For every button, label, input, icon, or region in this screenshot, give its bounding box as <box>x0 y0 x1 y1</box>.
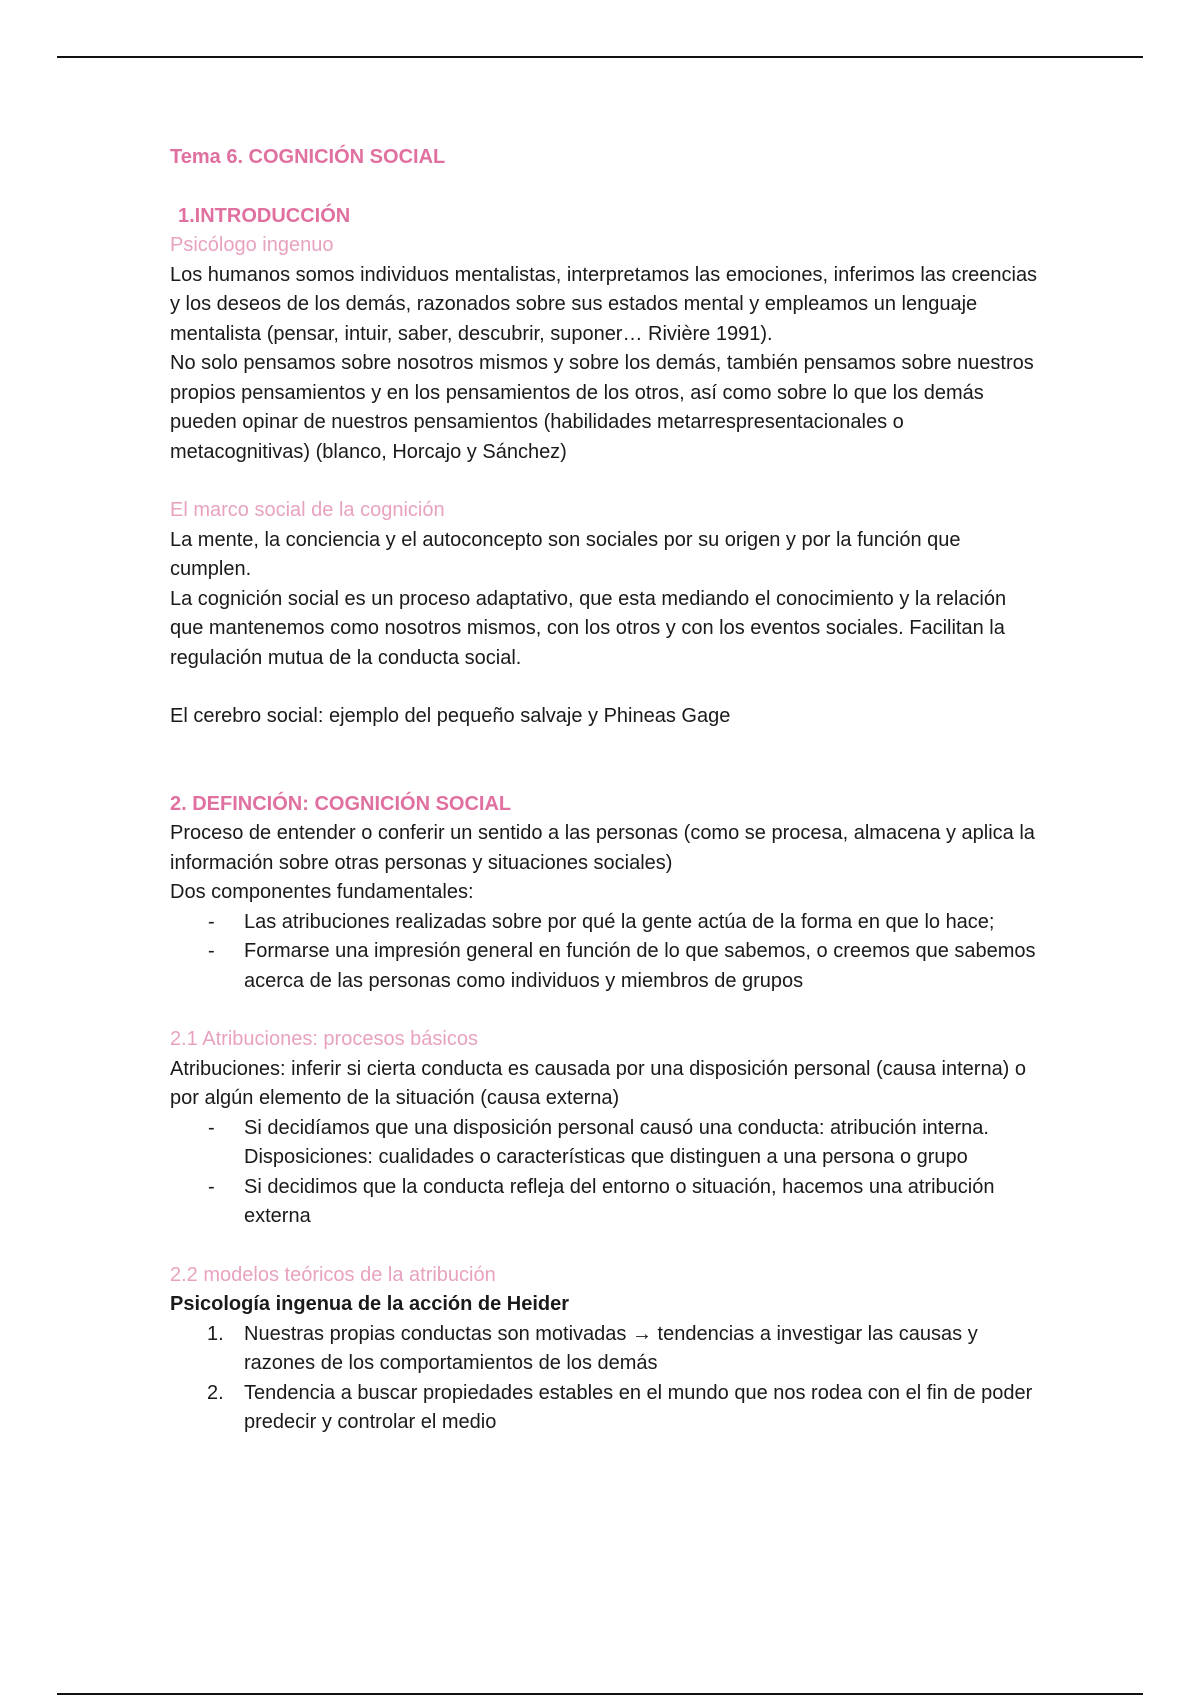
list-number: 2. <box>207 1381 224 1404</box>
section-1-heading: 1.INTRODUCCIÓN <box>178 204 351 227</box>
paragraph: Atribuciones: inferir si cierta conducta es causada por una disposición personal (causa interna) o por algún elemento de la situación (causa externa) <box>170 1057 1027 1109</box>
list-item-text: Formarse una impresión general en función de lo que sabemos, o creemos que sabemos acerca de las personas como individuos y miembros de grupos <box>244 940 1036 992</box>
list-item <box>170 1114 1040 1173</box>
components-list <box>170 908 1040 997</box>
subheading-marco-social: El marco social de la cognición <box>170 499 445 521</box>
subheading-psicologo-ingenuo: Psicólogo ingenuo <box>170 234 334 256</box>
list-item-text: Si decidíamos que una disposición personal causó una conducta: atribución interna. Disposiciones: cualidades o características que distinguen a una persona o grupo <box>244 1116 989 1168</box>
list-item <box>170 908 1040 938</box>
document-title: Tema 6. COGNICIÓN SOCIAL <box>170 146 446 168</box>
heider-numbered-list <box>170 1320 1040 1438</box>
list-item <box>170 1320 1040 1379</box>
paragraph: El cerebro social: ejemplo del pequeño salvaje y Phineas Gage <box>170 705 731 727</box>
list-item-text: Las atribuciones realizadas sobre por qué la gente actúa de la forma en que lo hace; <box>244 910 995 933</box>
subheading-modelos-teoricos: 2.2 modelos teóricos de la atribución <box>170 1263 496 1286</box>
section-2-heading: 2. DEFINCIÓN: COGNICIÓN SOCIAL <box>170 792 512 815</box>
top-rule <box>57 56 1143 58</box>
list-bullet: - <box>208 910 215 933</box>
paragraph: No solo pensamos sobre nosotros mismos y sobre los demás, también pensamos sobre nuestros propios pensamientos y en los pensamientos de los otros, así como sobre lo que los demás pueden opinar de nuestros pensamientos (habilidades metarrespresentacionales o metacognitivas) (blanco, Horcajo y Sánchez) <box>170 352 1034 463</box>
list-item-text: Nuestras propias conductas son motivadas → tendencias a investigar las causas y razones de los comportamientos de los demás <box>244 1322 978 1374</box>
list-item-text: Si decidimos que la conducta refleja del entorno o situación, hacemos una atribución externa <box>244 1175 995 1227</box>
attributions-list <box>170 1114 1040 1232</box>
paragraph: Proceso de entender o conferir un sentido a las personas (como se procesa, almacena y aplica la información sobre otras personas y situaciones sociales) <box>170 822 1035 874</box>
list-bullet: - <box>208 1116 215 1139</box>
bold-heading-heider: Psicología ingenua de la acción de Heider <box>170 1293 570 1315</box>
list-bullet: - <box>208 940 215 962</box>
list-item <box>170 937 1040 996</box>
paragraph: Los humanos somos individuos mentalistas, interpretamos las emociones, inferimos las creencias y los deseos de los demás, razonados sobre sus estados mental y empleamos un lenguaje mentalista (pensar, intuir, saber, descubrir, suponer… Rivière 1991). <box>170 263 1038 345</box>
list-number: 1. <box>207 1322 224 1345</box>
bottom-rule <box>57 1693 1143 1695</box>
document-body <box>170 143 1040 1438</box>
list-item-text: Tendencia a buscar propiedades estables en el mundo que nos rodea con el fin de poder predecir y controlar el medio <box>244 1381 1033 1433</box>
list-item <box>170 1173 1040 1232</box>
paragraph: Dos componentes fundamentales: <box>170 881 474 903</box>
subheading-atribuciones: 2.1 Atribuciones: procesos básicos <box>170 1028 478 1050</box>
paragraph: La mente, la conciencia y el autoconcepto son sociales por su origen y por la función que cumplen. <box>170 528 961 580</box>
paragraph: La cognición social es un proceso adaptativo, que esta mediando el conocimiento y la relación que mantenemos como nosotros mismos, con los otros y con los eventos sociales. Facilitan la regulación mutua de la conducta social. <box>170 587 1007 669</box>
list-item <box>170 1379 1040 1438</box>
list-bullet: - <box>208 1175 215 1198</box>
